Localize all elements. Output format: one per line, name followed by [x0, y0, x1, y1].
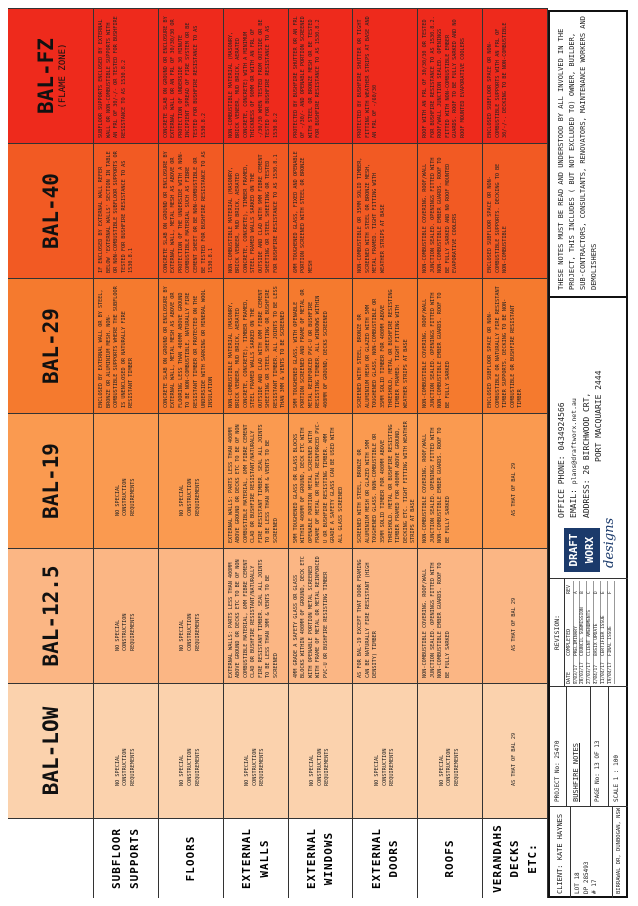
revision-cell: 8/03/17 — [573, 665, 579, 684]
cell-text: AS FOR BAL-19 EXCEPT THAT DOOR FRAMING CAN BE NATURALLY FIRE RESISTANT (HIGH DENSITY) TIMBER — [357, 559, 379, 678]
bal-header-2 — [8, 548, 94, 683]
contact-box — [556, 298, 606, 518]
table-cell — [418, 683, 483, 818]
table-cell — [289, 413, 354, 548]
row-label: EXTERNAL DOORS — [353, 818, 418, 898]
table-cell — [483, 683, 548, 818]
revision-cell: E — [600, 591, 606, 594]
bal-label: BAL-29 — [38, 308, 63, 384]
client-box — [550, 806, 628, 898]
cell-text: NO SPECIAL CONSTRUCTION REQUIREMENTS — [309, 748, 331, 786]
revision-header-row — [566, 581, 574, 684]
title-block — [548, 10, 628, 898]
table-cell — [159, 683, 224, 818]
revision-cell: 20/03/17 — [580, 662, 586, 684]
drawing-title: BUSHFIRE NOTES — [572, 742, 580, 802]
cell-text: EXTERNAL WALLS: PARTS LESS THAN 400MM ABOVE GROUND OR DECKS ETC TO BE OF NON COMBUSTIBLE MATERIAL, 6MM FIBRE CEMENT CLAD OR BUSHFIRE RESISTANT/NATURALLY FIRE RESISTANT TIMBER. SEAL ALL JOINTS TO BE LESS THAN 3MM & VENTS TO BE SCREENED — [227, 424, 279, 543]
table-cell — [418, 413, 483, 548]
table-cell — [224, 413, 289, 548]
table-cell — [483, 8, 548, 143]
row-label: EXTERNAL WINDOWS — [289, 818, 354, 898]
page-no-label: PAGE No: — [594, 773, 601, 802]
revision-cell: B — [580, 591, 586, 594]
cell-text: NO SPECIAL CONSTRUCTION REQUIREMENTS — [114, 748, 136, 786]
revision-cell: C — [587, 591, 593, 594]
table-cell — [418, 143, 483, 278]
cell-text: EXTERNAL WALLS: PARTS LESS THAN 400MM ABOVE GROUND OR DECKS ETC TO BE OF NON COMBUSTIBLE MATERIAL, 6MM FIBRE CEMENT CLAD OR BUSHFIRE RESISTANT/NATURALLY FIRE RESISTANT TIMBER. SEAL ALL JOINTS TO BE LESS THAN 3MM & VENTS TO BE SCREENED — [227, 559, 279, 678]
row-label: EXTERNAL WALLS — [224, 818, 289, 898]
address-line1: 26 BIRCHWOOD CRT, — [581, 392, 591, 475]
cell-text: NO SPECIAL CONSTRUCTION REQUIREMENTS — [374, 748, 396, 786]
cell-text: NO SPECIAL CONSTRUCTION REQUIREMENTS — [438, 748, 460, 786]
cell-text: CONCRETE SLAB ON GROUND OR ENCLOSURE BY EXTERNAL WALL OR AN FRL OF 30/30/30 OR PROTECTION OF UNDERSIDE 30 MINUTE INCIPIENT SPREAD OF FIRE SYSTEM OR BE TESTED FOR BUSHFIRE RESISTANCE TO AS 1530.8.2 — [162, 16, 207, 138]
revision-row — [608, 581, 615, 684]
revision-cell: CLIENT AMENDMENTS — [587, 609, 593, 656]
logo-script: designs — [602, 517, 617, 568]
cell-text: NO SPECIAL CONSTRUCTION REQUIREMENTS — [179, 478, 201, 516]
project-no-label: PROJECT No: — [554, 762, 561, 802]
client-name: KATE HAYNES — [556, 813, 564, 861]
bal-label: BAL-19 — [38, 443, 63, 519]
revision-row — [601, 581, 608, 684]
revision-header: REV — [566, 584, 572, 594]
bal-label: BAL-12.5 — [38, 565, 63, 667]
bal-header-1 — [8, 683, 94, 818]
cell-text: NO SPECIAL CONSTRUCTION REQUIREMENTS — [114, 613, 136, 651]
table-cell — [483, 278, 548, 413]
revision-cell: D — [594, 591, 600, 594]
cell-text: NO SPECIAL CONSTRUCTION REQUIREMENTS — [244, 748, 266, 786]
row-label: VERANDAHS DECKS ETC: — [483, 818, 548, 898]
revision-cell: F — [607, 591, 613, 594]
revision-label: REVISION: — [553, 614, 561, 651]
bal-label: BAL-FZ — [33, 38, 58, 114]
cell-text: SCREENED WITH STEEL, BRONZE OR ALUMINIUM MESH OR GLAZED WITH 5MM TOUGHENED GLASS, NON-COMBUSTIBLE OR 35MM SOLID TIMBER FOR 400MM ABOVE THRESHOLD, METAL OR BUSHFIRE RESISTING TIMBER FRAMED. TIGHT FITTING WITH WEATHER STRIPS AT BASE — [357, 289, 409, 408]
table-cell — [289, 278, 354, 413]
logo-block: DRAFT WORX — [564, 528, 600, 572]
table-cell — [159, 548, 224, 683]
cell-text: 5MM TOUGHENED GLASS, WITH OPENABLE PORTION SCREENED AND FRAME OF METAL OR METAL REINFORCED PVC-U OR BUSHFIRE RESISTING TIMBER. ALL WINDOWS WITHIN 400MM OF GROUND, DECKS SCREENED — [292, 289, 329, 408]
cell-text: NON-COMBUSTIBLE OR 35MM SOLID TIMBER, SCREENED WITH STEEL OR BRONZE MESH, METAL FRAMED. TIGHT FITTING WITH WEATHER STRIPS AT BASE — [357, 157, 387, 273]
table-cell — [224, 278, 289, 413]
table-cell — [353, 548, 418, 683]
header-corner — [8, 818, 94, 898]
phone-number: 0434924566 — [557, 402, 566, 451]
bal-sublabel: (FLAME ZONE) — [57, 43, 68, 109]
table-cell — [159, 8, 224, 143]
cell-text: ENCLOSED BY EXTERNAL WALL OR BY STEEL, BRONZE OR ALUMINIUM MESH. NON-COMBUSTIBLE SUPPORTS WHERE THE SUBFLOOR IS UNENCLOSED OR NATURALLY FIRE RESISTANT TIMBER — [98, 286, 135, 408]
bal-header-4 — [8, 278, 94, 413]
revision-header: COMPLETED — [566, 628, 572, 656]
table-cell — [94, 278, 159, 413]
row-label: FLOORS — [159, 818, 224, 898]
cell-text: ROOF WITH AN FRL OF 30/30/30 OR TESTED FOR BUSHFIRE RESISTANCE TO AS 1530.8.2. ROOF/WALL JUNCTION SEALED. OPENINGS FITTED WITH NON-COMBUSTIBLE EMBER GUARDS. ROOF TO BE FULLY SARKED AND NO ROOF MOUNTED EVAPORATIVE COOLERS — [422, 16, 466, 138]
cell-text: NON-COMBUSTIBLE COVERING. ROOF/WALL JUNCTION SEALED. OPENINGS FITTED WITH NON-COMBUSTIBLE EMBER GUARDS. ROOF TO BE FULLY SARKED — [422, 292, 451, 408]
scale-label: SCALE — [613, 783, 620, 802]
table-cell — [94, 413, 159, 548]
table-cell — [94, 548, 159, 683]
cell-text: AS THAT OF BAL 29 — [511, 732, 518, 786]
table-cell — [418, 8, 483, 143]
project-box — [550, 686, 628, 806]
cell-text: 6MM TOUGHENED GLASS, FIXED AND OPENABLE PORTION SCREENED WITH STEEL OR BRONZE MESH — [292, 151, 314, 273]
row-label: SUBFLOOR SUPPORTS — [94, 818, 159, 898]
cell-text: NON-COMBUSTIBLE COVERING. ROOF/WALL JUNCTION SEALED. OPENINGS FITTED WITH NON-COMBUSTIBLE EMBER GUARDS. ROOF TO BE FULLY SARKED — [422, 562, 451, 678]
lot-number: LOT 18 — [574, 872, 581, 894]
revision-table — [566, 581, 615, 684]
revision-cell: BASIX UPDATE — [594, 623, 600, 656]
cell-text: NON-COMBUSTIBLE COVERING. ROOF/WALL JUNCTION SEALED. OPENINGS FITTED WITH NON-COMBUSTIBLE EMBER GUARDS. ROOF TO BE FULLY SARKED AND NO ROOF MOUNTED EVAPORATIVE COOLERS — [422, 157, 459, 273]
table-cell — [483, 143, 548, 278]
table-cell — [224, 8, 289, 143]
cell-text: 5MM TOUGHENED GLASS OR GLASS BLOCKS WITHIN 400MM OF GROUND, DECK ETC WITH OPENABLE PORTION METAL SCREENED WITH FRAME OF METAL OR METAL REINFORCED PVC-U OR BUSHFIRE RESISTING TIMBER. 4MM GRADE A SAFETY GLASS CAN BE USED WITH ALL GLASS SCREENED — [292, 421, 344, 543]
cell-text: PROTECTED BY BUSHFIRE SHUTTER OR TIGHT FITTING WITH WEATHER STRIPS AT BASE AND AN FRL OF -/60/30 — [357, 16, 379, 138]
cell-text: CONCRETE SLAB ON GROUND OR ENCLOSURE BY EXTERNAL WALL, METAL MESH AS ABOVE OR PROTECTION OF THE UNDERSIDE WITH A NON-COMBUSTIBLE MATERIAL SUCH AS FIBRE CEMENT SHEET OR BE NON-COMBUSTIBLE OR BE TESTED FOR BUSHFIRE RESISTANCE TO AS 1530.8.1 — [162, 151, 215, 273]
table-cell — [289, 548, 354, 683]
table-cell — [353, 8, 418, 143]
table-cell — [224, 548, 289, 683]
table-cell — [94, 143, 159, 278]
table-cell — [289, 8, 354, 143]
bal-label: BAL-LOW — [38, 706, 63, 796]
table-cell — [353, 143, 418, 278]
street-number: # 17 — [591, 879, 599, 894]
cell-text: SUBFLOOR SUPPORTS ENCLOSED BY EXTERNAL WALL OR NON-COMBUSTIBLE SUPPORTS WITH AN FRL OF 30/-/- OR TESTED FOR BUSHFIRE RESISTANCE TO AS 1530.8.2 — [98, 16, 127, 138]
cell-text: NO SPECIAL CONSTRUCTION REQUIREMENTS — [114, 478, 136, 516]
client-label: CLIENT: — [556, 864, 564, 894]
table-cell — [159, 413, 224, 548]
cell-text: NON-COMBUSTIBLE MATERIAL (MASONRY, BRICK VENEER, MUD BRICK, AERATED CONCRETE, CONCRETE), TIMBER FRAMED, STEEL FRAMED WALLS SARKED ON THE OUTSIDE AND CLAD WITH 6MM FIBRE CEMENT SHEETING OR STEEL SHEETING OR BUSHFIRE RESISTANT TIMBER. ALL JOINTS TO BE LESS THAN 3MM & VENTS TO BE SCREENED — [227, 286, 287, 408]
table-cell — [483, 548, 548, 683]
address-label: ADDRESS: — [581, 479, 591, 518]
table-cell — [483, 413, 548, 548]
cell-text: CONCRETE SLAB ON GROUND OR ENCLOSURE BY EXTERNAL WALL, METAL MESH AS ABOVE OR FLOORING LESS THAN 400MM ABOVE GROUND TO BE NON-COMBUSTIBLE, NATURALLY FIRE RESISTANT TIMBER OR PROTECTED ON THE UNDERSIDE WITH SARKING OR MINERAL WOOL INSULATION — [162, 286, 215, 408]
email-label: EMAIL: — [569, 489, 579, 518]
cell-text: NO SPECIAL CONSTRUCTION REQUIREMENTS — [179, 613, 201, 651]
revision-cell: 27/03/17 — [587, 662, 593, 684]
table-cell — [224, 143, 289, 278]
bal-label: BAL-40 — [38, 173, 63, 249]
bal-header-6 — [8, 8, 94, 143]
revision-cell: 4/04/17 — [594, 665, 600, 684]
row-label: ROOFS — [418, 818, 483, 898]
revision-cell: A — [573, 591, 579, 594]
table-cell — [224, 683, 289, 818]
phone-label: OFFICE PHONE: — [557, 455, 566, 518]
revision-box — [550, 578, 628, 686]
revision-cell: COUNCIL SUBMISSION — [580, 607, 586, 656]
revision-cell: CERTIFIER ISSUE — [600, 615, 606, 656]
bal-header-3 — [8, 413, 94, 548]
table-cell — [94, 8, 159, 143]
revision-cell: 11/04/17 — [600, 662, 606, 684]
scale-value: 1 : 100 — [613, 755, 620, 781]
dp-number: DP 285493 — [582, 861, 590, 894]
table-cell — [159, 143, 224, 278]
revision-row — [594, 581, 601, 684]
revision-header: DATE — [566, 671, 572, 684]
cell-text: AS THAT OF BAL 29 — [511, 597, 518, 651]
address-line2: PORT MACQUARIE 2444 — [594, 370, 604, 462]
table-cell — [353, 278, 418, 413]
cell-text: AS THAT OF BAL 29 — [511, 462, 518, 516]
table-cell — [289, 143, 354, 278]
bal-header-5 — [8, 143, 94, 278]
email-address[interactable]: plans@draftworx.net.au — [570, 398, 579, 485]
table-cell — [418, 278, 483, 413]
table-cell — [353, 413, 418, 548]
disclaimer-note: THESE NOTES MUST BE READ AND UNDERSTOOD BY ALL INVOLVED IN THE PROJECT, THIS INCLUDES ( BUT NOT EXCLUDED TO) OWNER, BUILDER, SUB-CONTRACTORS, CONSULTANTS, RENOVATORS, MAINTENANCE WORKERS AND DEMOLISHERS — [550, 10, 628, 298]
revision-cell: FINAL ISSUE — [607, 626, 613, 656]
cell-text: ENCLOSED SUBFLOOR SPACE OR NON-COMBUSTIBLE OR NATURALLY FIRE RESISTANT TIMBER SUPPORTS. DECKING TO BE NON-COMBUSTIBLE OR BUSHFIRE RESISTANT TIMBER — [487, 286, 524, 408]
table-cell — [159, 278, 224, 413]
revision-row — [587, 581, 594, 684]
cell-text: NON-COMBUSTIBLE COVERING. ROOF/WALL JUNCTION SEALED. OPENINGS FITTED WITH NON-COMBUSTIBLE EMBER GUARDS. ROOF TO BE FULLY SARKED — [422, 427, 451, 543]
cell-text: NON-COMBUSTIBLE MATERIAL (MASONRY, BRICK VENEER, MUD BRICK, AERATED CONCRETE, CONCRETE), TIMBER FRAMED, STEEL FRAMED WALLS SARKED ON THE OUTSIDE AND CLAD WITH 9MM FIBRE CEMENT SHEETING OR STEEL SHEETING OR TESTED FOR BUSHFIRE RESISTANCE TO AS 1530.8.1 — [227, 154, 279, 273]
revision-cell: PRELIMINARY — [573, 626, 579, 656]
table-cell — [94, 683, 159, 818]
project-no: 25470 — [554, 740, 561, 759]
table-cell — [353, 683, 418, 818]
cell-text: ENCLOSED SUBFLOOR SPACE OR NON-COMBUSTIBLE SUPPORTS. DECKING TO BE NON-COMBUSTIBLE — [487, 163, 509, 273]
cell-text: IF ENCLOSED BY EXTERNAL WALL REFER BELOW 'EXTERNAL WALLS' SECTION IN TABLE OR NON-COMBUSTIBLE SUBFLOOR SUPPORTS OR TESTED FOR BUSHFIRE RESISTANCE TO AS 1530.8.1 — [98, 151, 135, 273]
cell-text: PROTECTED BY BUSHFIRE SHUTTER OR AN FRL OF -/30/- AND OPENABLE PORTION SCREENED WITH STEEL OR BRONZE MESH OR BE TESTED FOR BUSHFIRE RESISTANCE TO AS 1530.8.2 — [292, 16, 322, 138]
cell-text: NO SPECIAL CONSTRUCTION REQUIREMENTS — [179, 748, 201, 786]
revision-cell: 19/04/17 — [607, 662, 613, 684]
site-address: BIRRAWAL DR, DUNBOGAN, NSW — [616, 807, 622, 894]
table-cell — [289, 683, 354, 818]
cell-text: ENCLOSED SUBFLOOR SPACE OR NON-COMBUSTIBLE SUPPORTS WITH AN FRL OF 30/-/-. DECKING TO BE NON-COMBUSTIBLE — [487, 22, 509, 138]
table-cell — [418, 548, 483, 683]
cell-text: NON-COMBUSTIBLE MATERIAL (MASONRY, BRICK VENEER, MUD BRICK, AERATED CONCRETE, CONCRETE) WITH A MINIMUM THICKNESS OF 90MM OR WITH AN FRL OF -/30/30 WHEN TESTED FROM OUTSIDE OR BE TESTED FOR BUSHFIRE RESISTANCE TO AS 1530.8.2 — [227, 19, 279, 138]
page-no: 13 OF 13 — [594, 740, 601, 770]
cell-text: SCREENED WITH STEEL, BRONZE OR ALUMINIUM MESH OR GLAZED WITH 5MM TOUGHENED GLASS. NON-COMBUSTIBLE OR 35MM SOLID TIMBER FOR 400MM ABOVE THRESHOLD. METAL OR BUSHFIRE RESISTING TIMBER FRAMED FOR 400MM ABOVE GROUND, DECKING ETC. TIGHT FITTING WITH WEATHER STRIPS AT BASE — [357, 421, 417, 543]
cell-text: 4MM GRADE A SAFETY GLASS OR GLASS BLOCKS WITHIN 400MM OF GROUND, DECK ETC WITH OPENABLE PORTION METAL SCREENED WITH FRAME OF METAL OR METAL REINFORCED PVC-U OR BUSHFIRE RESISTING TIMBER — [292, 556, 329, 678]
